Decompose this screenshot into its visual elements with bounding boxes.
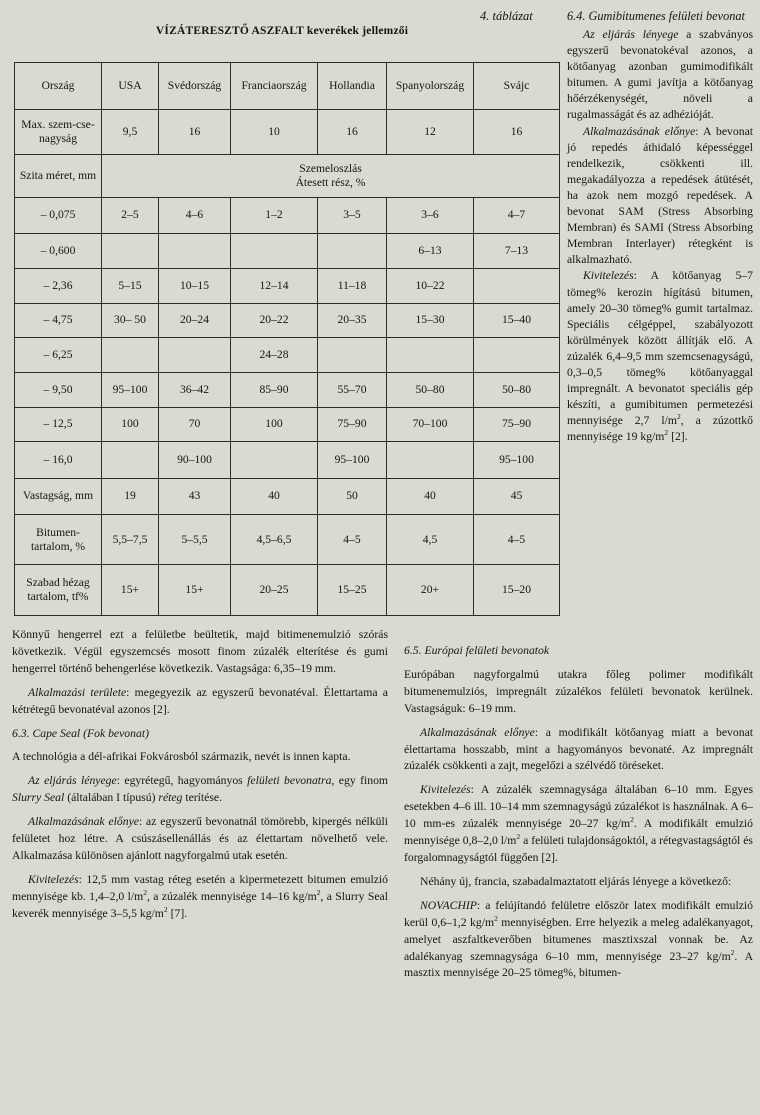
row-label: – 6,25 (15, 337, 102, 372)
table-header-row (15, 63, 560, 110)
group-header (102, 154, 560, 197)
table-cell: 15–40 (474, 303, 560, 337)
asphalt-table (14, 62, 560, 616)
table-cell: 4–5 (318, 514, 387, 565)
table-cell: 16 (318, 109, 387, 154)
table-cell (474, 268, 560, 303)
section-heading-6-4: 6.4. Gumibitumenes felületi bevonat (567, 9, 745, 23)
table-cell: 15+ (159, 565, 231, 616)
table-cell (387, 442, 474, 478)
row-label: Bitumen-tartalom, % (15, 514, 102, 565)
table-cell: 70 (159, 407, 231, 442)
row-label: Vastagság, mm (15, 478, 102, 514)
table-cell (159, 337, 231, 372)
table-cell: 20–25 (231, 565, 318, 616)
column-header: Hollandia (318, 63, 387, 110)
middle-column (404, 643, 753, 982)
table-cell: 50–80 (387, 372, 474, 407)
paragraph: NOVACHIP: a felújítandó felületre először latex modifikált emulzió kerül 0,6–1,2 $kg/m^2$ mennyiségben. Erre helyezik a meleg adalékanyagot, amelyet aszfaltkeverőben bitumenes masztixszal vonnak be. Az adalékanyag szemnagysága 6–10 mm, mennyisége 23–27 $kg/m^2$. A masztix mennyisége 20–25 tömeg%, bitumen- (404, 898, 754, 980)
table-cell: 4–7 (474, 197, 560, 233)
column-header: Svájc (474, 63, 560, 110)
table-title: VÍZÁTERESZTŐ ASZFALT keverékek jellemzői (155, 25, 409, 37)
table-cell: 16 (474, 109, 560, 154)
row-label: – 2,36 (15, 268, 102, 303)
paragraph: Az eljárás lényege: egyrétegű, hagyományos felületi bevonatra, egy finom Slurry Seal (általában I típusú) réteg terítése. (12, 774, 389, 805)
table-cell: 12 (387, 109, 474, 154)
table-cell: 5,5–7,5 (102, 514, 159, 565)
table-cell (159, 234, 231, 269)
table-cell: 15–30 (387, 303, 474, 337)
row-label: – 16,0 (15, 442, 102, 478)
row-label: – 0,075 (15, 197, 102, 233)
table-cell: 12–14 (231, 268, 318, 303)
table-cell: 95–100 (318, 442, 387, 478)
table-row (15, 442, 560, 478)
table-cell: 15–25 (318, 565, 387, 616)
table-row (15, 514, 560, 565)
paragraph: Az eljárás lényege a szabványos egyszerű bevonatokéval azonos, a kötőanyag azonban gumimodifikált bitumen. A gumi javítja a kötőanyag hőérzékenységét, növeli a rugalmasságát és az adhézióját. (567, 28, 753, 122)
paragraph: Alkalmazási területe: megegyezik az egyszerű bevonatéval. Élettartama a kétrétegű bevonatéval azonos [2]. (12, 685, 388, 716)
column-header: USA (102, 63, 159, 110)
paragraph: Kivitelezés: A kötőanyag 5–7 tömeg% kerozin hígítású bitumen, amely 20–30 tömeg% gumit tartalmaz. Speciális célgéppel, szabályozott körülmények között állítják elő. A zúzalék 6,4–9,5 mm szemcsenagyságú, 0,3–0,5 tömeg% kötőanyaggal impregnált. A bevonatot speciális gép készíti, a gumibitumen permetezési mennyisége 2,7 $l/m^2$, a zúzottkő mennyisége 19 $kg/m^2$ [2]. (567, 269, 753, 444)
column-header: Ország (15, 63, 102, 110)
table-cell (474, 337, 560, 372)
table-number: 4. táblázat (480, 9, 533, 23)
table-cell: 4,5 (387, 514, 474, 565)
column-header: Franciaország (231, 63, 318, 110)
table-row (15, 197, 560, 233)
table-row (15, 565, 560, 616)
paragraph: Könnyű hengerrel ezt a felületbe beültetik, majd bitimenemulzió szórás következik. Végül egyszemcsés mosott finom zúzalék elterítése és gumi hengerrel történő behengerlése következik. Vastagsága: 6,35–19 mm. (12, 628, 388, 675)
table-cell: 9,5 (102, 109, 159, 154)
right-column (567, 8, 753, 445)
table-cell: 3–5 (318, 197, 387, 233)
table-cell: 4,5–6,5 (231, 514, 318, 565)
table-cell: 30– 50 (102, 303, 159, 337)
table-cell: 20+ (387, 565, 474, 616)
row-label: – 9,50 (15, 372, 102, 407)
left-column (12, 627, 388, 923)
paragraph: Alkalmazásának előnye: az egyszerű bevonatnál tömörebb, kipergés nélküli felületet hoz létre. A csúszásellenállás és az élettartam növelhető vele. Alkalmazása különösen ajánlott nagyforgalmú utak esetén. (12, 815, 388, 862)
table-row (15, 303, 560, 337)
table-cell: 3–6 (387, 197, 474, 233)
table-row (15, 337, 560, 372)
table-cell: 16 (159, 109, 231, 154)
group-header-line: Szemeloszlás (299, 161, 362, 175)
table-cell (318, 337, 387, 372)
table-row (15, 268, 560, 303)
table-cell: 15–20 (474, 565, 560, 616)
table-cell: 50 (318, 478, 387, 514)
paragraph: Európában nagyforgalmú utakra főleg polimer modifikált bitumenemulziós, impregnált zúzalékos felületi bevonatok kerülnek. Vastagságuk: 6–19 mm. (404, 667, 753, 715)
paragraph: Néhány új, francia, szabadalmaztatott eljárás lényege a következő: (420, 874, 732, 888)
table-cell: 11–18 (318, 268, 387, 303)
table-cell: 40 (231, 478, 318, 514)
column-header: Svédország (159, 63, 231, 110)
table-row (15, 234, 560, 269)
table-cell (231, 442, 318, 478)
table-cell: 20–35 (318, 303, 387, 337)
section-heading-6-5: 6.5. Európai felületi bevonatok (404, 644, 550, 657)
table-cell: 4–6 (159, 197, 231, 233)
table-cell: 2–5 (102, 197, 159, 233)
table-cell: 20–22 (231, 303, 318, 337)
table-cell: 15+ (102, 565, 159, 616)
table-cell: 95–100 (102, 372, 159, 407)
paragraph: Alkalmazásának előnye: a modifikált kötőanyag miatt a bevonat élettartama hosszabb, mint a hagyományos bevonaté. Az impregnált zúzalék csökkenti a zajt, megelőzi a szélvédő töréseket. (404, 725, 754, 773)
table-cell: 43 (159, 478, 231, 514)
table-cell: 85–90 (231, 372, 318, 407)
table-row (15, 109, 560, 154)
table-cell: 7–13 (474, 234, 560, 269)
table-cell: 40 (387, 478, 474, 514)
table-cell (102, 442, 159, 478)
table-cell: 75–90 (318, 407, 387, 442)
paragraph: A technológia a dél-afrikai Fokvárosból származik, nevét is innen kapta. (12, 750, 351, 764)
table-cell: 4–5 (474, 514, 560, 565)
paragraph: Alkalmazásának előnye: A bevonat jó repedés áthidaló képességgel rendelkezik, csökkenti ill. megakadályozza a repedések átütését, ha azok nem mozgó repedések. A bevonat SAM (Stress Absorbing Membran) és SAMI (Stress Absorbing Membran Interlayer) rétegként is alkalmazható. (567, 124, 753, 267)
table-cell: 19 (102, 478, 159, 514)
table-row (15, 407, 560, 442)
group-header-line: Átesett rész, % (295, 175, 366, 189)
paragraph: Kivitelezés: 12,5 mm vastag réteg esetén a kipermetezett bitumen emulzió mennyisége kb. 1,4–2,0 $l/m^2$, a zúzalék mennyisége 14–16 $kg/m^2$, a Slurry Seal keverék mennyisége 3–5,5 $kg/m^2$ [7]. (12, 872, 388, 920)
table-cell: 90–100 (159, 442, 231, 478)
table-cell: 24–28 (231, 337, 318, 372)
table-cell: 55–70 (318, 372, 387, 407)
table-cell: 6–13 (387, 234, 474, 269)
table-cell (102, 234, 159, 269)
table-cell: 10–22 (387, 268, 474, 303)
table-cell: 100 (102, 407, 159, 442)
row-label: Max. szem-cse-nagyság (15, 109, 102, 154)
table-cell: 75–90 (474, 407, 560, 442)
table-cell: 36–42 (159, 372, 231, 407)
sieve-header-row (15, 154, 560, 197)
table-cell: 5–5,5 (159, 514, 231, 565)
paragraph: Kivitelezés: A zúzalék szemnagysága általában 6–10 mm. Egyes esetekben 4–6 ill. 10–14 mm szemnagyságú zúzalékot is használnak. A 6–10 mm-es zúzalék mennyisége 20–27 $kg/m^2$. A modifikált emulzió mennyisége 0,8–2,0 $l/m^2$ a felületi tulajdonságoktól, a rétegvastagságtól és forgalomnagyságtól függően [2]. (404, 783, 754, 864)
table-row (15, 478, 560, 514)
column-header: Spanyolország (387, 63, 474, 110)
row-label: – 0,600 (15, 234, 102, 269)
table-cell (231, 234, 318, 269)
table-cell (318, 234, 387, 269)
table-cell: 70–100 (387, 407, 474, 442)
table-cell: 10 (231, 109, 318, 154)
table-cell (102, 337, 159, 372)
table-cell: 20–24 (159, 303, 231, 337)
table-cell: 10–15 (159, 268, 231, 303)
table-cell: 5–15 (102, 268, 159, 303)
table-row (15, 372, 560, 407)
row-label: – 4,75 (15, 303, 102, 337)
row-label: – 12,5 (15, 407, 102, 442)
table-cell: 50–80 (474, 372, 560, 407)
row-label: Szabad hézag tartalom, tf% (15, 565, 102, 616)
section-heading-6-3: 6.3. Cape Seal (Fok bevonat) (12, 726, 149, 740)
row-label: Szita méret, mm (15, 154, 102, 197)
table-cell (387, 337, 474, 372)
table-cell: 1–2 (231, 197, 318, 233)
table-cell: 100 (231, 407, 318, 442)
table-cell: 45 (474, 478, 560, 514)
table-cell: 95–100 (474, 442, 560, 478)
